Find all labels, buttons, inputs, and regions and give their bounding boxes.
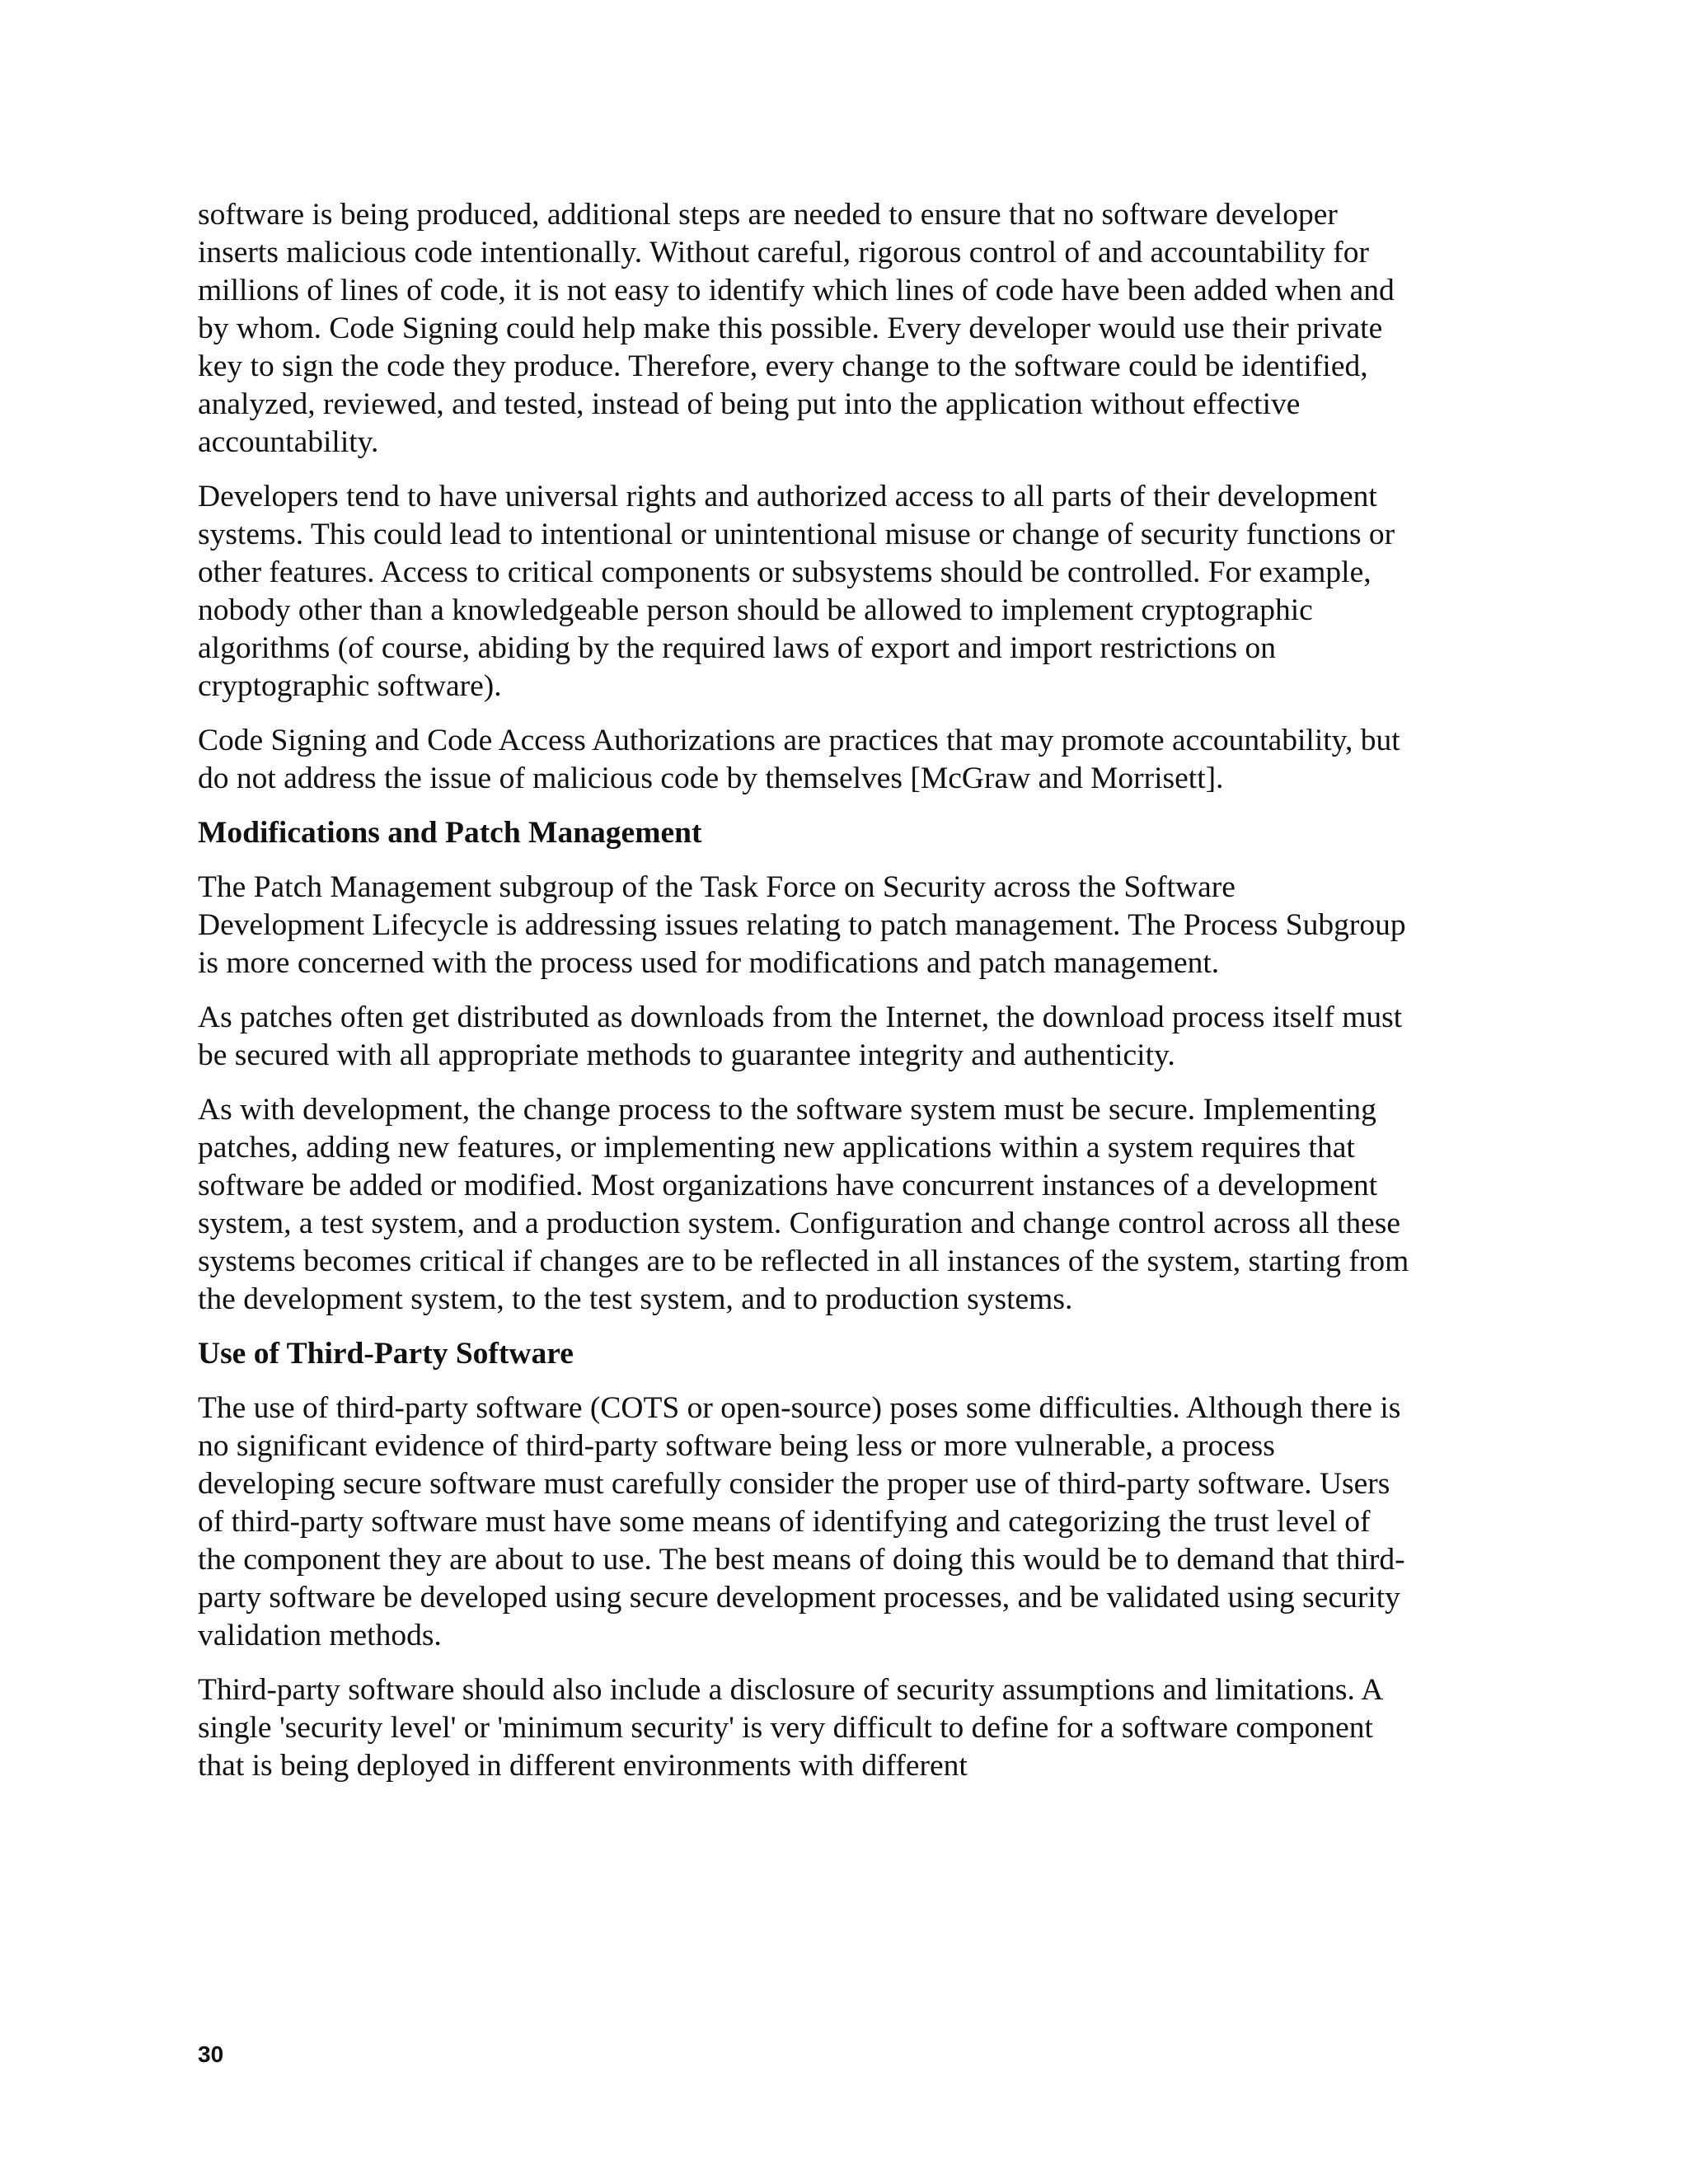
paragraph-third-party-disclosure: Third-party software should also include a disclosure of security assumptions and limitations. A single 'security level' or 'minimum security' is very difficult to define for a software component that is being deployed in different environments with different	[198, 1673, 1382, 1783]
paragraph-code-signing-intro: software is being produced, additional steps are needed to ensure that no software developer inserts malicious code intentionally. Without careful, rigorous control of and accountability for millions of lines of code, it is not easy to identify which lines of code have been added when and by whom. Code Signing could help make this possible. Every developer would use their private key to sign the code they produce. Therefore, every change to the software could be identified, analyzed, reviewed, and tested, instead of being put into the application without effective accountability.	[198, 198, 1395, 459]
paragraph-patch-downloads: As patches often get distributed as downloads from the Internet, the download process itself must be secured with all appropriate methods to guarantee integrity and authenticity.	[198, 1001, 1403, 1072]
paragraph-change-process: As with development, the change process to the software system must be secure. Implementing patches, adding new features, or implementing new applications within a system requires that software be added or modified. Most organizations have concurrent instances of a development system, a test system, and a production system. Configuration and change control across all these systems becomes critical if changes are to be reflected in all instances of the system, starting from the development system, to the test system, and to production systems.	[198, 1093, 1409, 1316]
heading-modifications-patch-management: Modifications and Patch Management	[198, 816, 702, 850]
paragraph-third-party-difficulties: The use of third-party software (COTS or open-source) poses some difficulties. Although there is no significant evidence of third-party software being less or more vulnerable, a process developing secure software must carefully consider the proper use of third-party software. Users of third-party software must have some means of identifying and categorizing the trust level of the component they are about to use. The best means of doing this would be to demand that third-party software be developed using secure development processes, and be validated using security validation methods.	[198, 1391, 1405, 1652]
heading-third-party-software: Use of Third-Party Software	[198, 1337, 574, 1371]
page-body	[198, 196, 1409, 1802]
paragraph-developer-rights: Developers tend to have universal rights and authorized access to all parts of their development systems. This could lead to intentional or unintentional misuse or change of security functions or other features. Access to critical components or subsystems should be controlled. For example, nobody other than a knowledgeable person should be allowed to implement cryptographic algorithms (of course, abiding by the required laws of export and import restrictions on cryptographic software).	[198, 480, 1395, 703]
paragraph-code-access-authorizations: Code Signing and Code Access Authorizations are practices that may promote accountability, but do not address the issue of malicious code by themselves [McGraw and Morrisett].	[198, 724, 1400, 795]
page-number: 30	[198, 2041, 224, 2067]
paragraph-patch-subgroup: The Patch Management subgroup of the Task Force on Security across the Software Development Lifecycle is addressing issues relating to patch management. The Process Subgroup is more concerned with the process used for modifications and patch management.	[198, 870, 1406, 980]
